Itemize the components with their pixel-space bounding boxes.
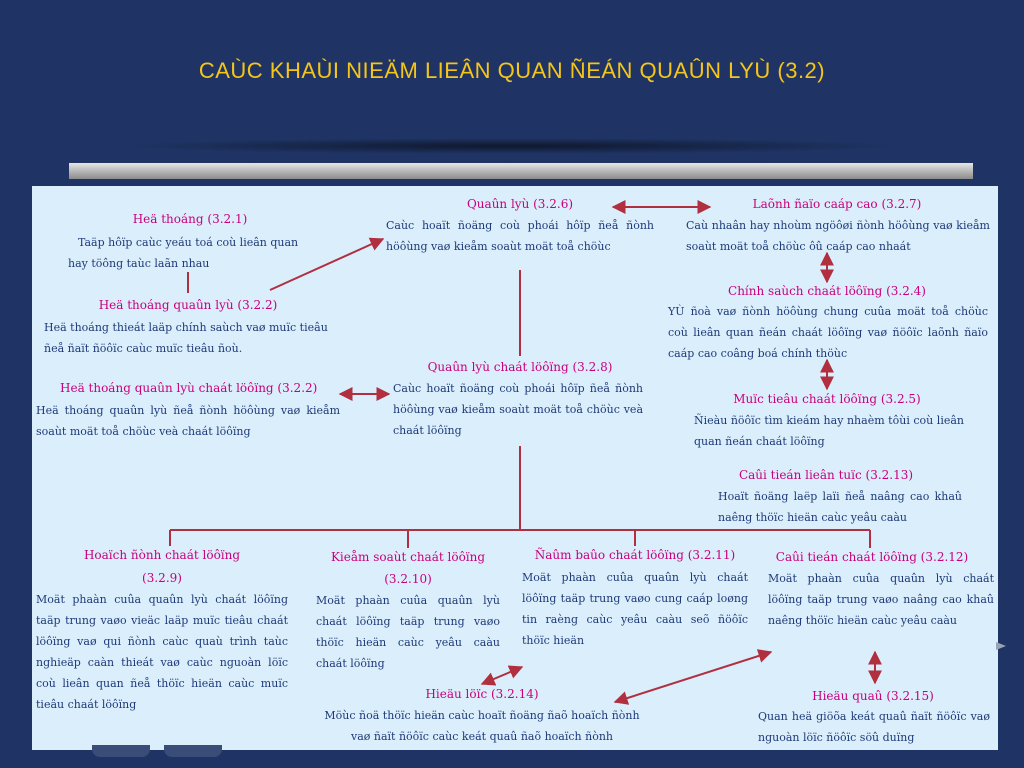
- node-hoach-dinh-body: Moät phaàn cuûa quaûn lyù chaát löôïng taäp trung vaøo vieäc laäp muïc tieâu chaát löôïng vaø qui ñònh caùc quaù trình taùc nghieäp caàn thieát vaø caùc nguoàn löïc coù lieân quan ñeå thöïc hieän caùc muïc tieâu chaát löôïng: [36, 593, 288, 711]
- node-lanh-dao-title: Laõnh ñaïo caáp cao (3.2.7): [752, 197, 922, 211]
- node-kiem-soat-number: (3.2.10): [384, 572, 432, 586]
- node-hieu-luc-title: Hieäu löïc (3.2.14): [425, 687, 539, 701]
- node-he-thong-quan-ly-title: Heä thoáng quaûn lyù (3.2.2): [98, 298, 278, 312]
- node-hieu-luc-body: Möùc ñoä thöïc hieän caùc hoaït ñoäng ñaõ hoaïch ñònh vaø ñaït ñöôïc caùc keát quaû ñaõ hoaïch ñònh: [324, 709, 640, 743]
- node-muc-tieu-title: Muïc tieâu chaát löôïng (3.2.5): [733, 392, 921, 406]
- node-hoach-dinh-number: (3.2.9): [142, 571, 182, 585]
- slide-title: CAÙC KHAÙI NIEÄM LIEÂN QUAN ÑEÁN QUAÛN LYÙ (3.2): [198, 58, 826, 83]
- node-dam-bao-title: Ñaûm baûo chaát löôïng (3.2.11): [534, 548, 736, 562]
- node-muc-tieu-body: Ñieàu ñöôïc tìm kieám hay nhaèm tôùi coù lieân quan ñeán chaát löôïng: [694, 414, 964, 448]
- nav-arrow-icon: [996, 642, 1006, 650]
- node-lanh-dao-body: Caù nhaân hay nhoùm ngöôøi ñònh höôùng vaø kieåm soaùt moät toå chöùc ôû caáp cao nhaát: [686, 219, 990, 253]
- node-qlcl-body: Caùc hoaït ñoäng coù phoái hôïp ñeå ñònh höôùng vaø kieåm soaùt moät toå chöùc veà chaát löôïng: [393, 382, 643, 437]
- node-cai-tien-cl-body: Moät phaàn cuûa quaûn lyù chaát löôïng taäp trung vaøo naâng cao khaû naêng thöïc hieän caùc yeâu caàu: [768, 572, 994, 627]
- node-kiem-soat-title: Kieåm soaùt chaát löôïng: [330, 550, 486, 564]
- node-quan-ly-title: Quaûn lyù (3.2.6): [466, 197, 574, 211]
- node-qlcl-title: Quaûn lyù chaát löôïng (3.2.8): [427, 360, 613, 374]
- node-he-thong-body: Taäp hôïp caùc yeáu toá coù lieân quan hay töông taùc laãn nhau: [68, 236, 299, 270]
- footer-nav-button-left: [92, 745, 150, 757]
- node-cai-tien-cl-title: Caûi tieán chaát löôïng (3.2.12): [775, 550, 969, 564]
- node-chinh-sach-title: Chính saùch chaát löôïng (3.2.4): [728, 284, 926, 298]
- node-quan-ly-body: Caùc hoaït ñoäng coù phoái hôïp ñeå ñònh höôùng vaø kieåm soaùt moät toå chöùc: [386, 219, 654, 253]
- node-chinh-sach-body: YÙ ñoà vaø ñònh höôùng chung cuûa moät toå chöùc coù lieân quan ñeán chaát löôïng vaø ñöôïc laõnh ñaïo caáp cao coâng boá chính thöùc: [668, 305, 988, 360]
- node-cai-tien-lien-tuc-title: Caûi tieán lieân tuïc (3.2.13): [738, 468, 914, 482]
- node-dam-bao-body: Moät phaàn cuûa quaûn lyù chaát löôïng taäp trung vaøo cung caáp loøng tin raèng caùc yeâu caàu seõ ñöôïc thöïc hieän: [522, 571, 748, 647]
- node-he-thong-title: Heä thoáng (3.2.1): [132, 212, 248, 226]
- node-he-thong-qlcl-title: Heä thoáng quaûn lyù chaát löôïng (3.2.2): [60, 381, 318, 395]
- node-he-thong-qlcl-body: Heä thoáng quaûn lyù ñeå ñònh höôùng vaø kieåm soaùt moät toå chöùc veà chaát löôïng: [36, 404, 340, 438]
- node-hieu-qua-title: Hieäu quaû (3.2.15): [812, 689, 934, 703]
- node-hoach-dinh-title: Hoaïch ñònh chaát löôïng: [83, 548, 241, 562]
- node-he-thong-quan-ly-body: Heä thoáng thieát laäp chính saùch vaø muïc tieâu ñeå ñaït ñöôïc caùc muïc tieâu ñoù.: [44, 321, 328, 355]
- node-kiem-soat-body: Moät phaàn cuûa quaûn lyù chaát löôïng taäp trung vaøo thöïc hieän caùc yeâu caàu chaát löôïng: [316, 594, 500, 670]
- footer-nav-button-right: [164, 745, 222, 757]
- arrow-caitien-hieuluc: [615, 652, 771, 702]
- node-hieu-qua-body: Quan heä giöõa keát quaû ñaït ñöôïc vaø nguoàn löïc ñöôïc söû duïng: [758, 710, 990, 744]
- node-cai-tien-lien-tuc-body: Hoaït ñoäng laëp laïi ñeå naâng cao khaû naêng thöïc hieän caùc yeâu caàu: [718, 490, 962, 524]
